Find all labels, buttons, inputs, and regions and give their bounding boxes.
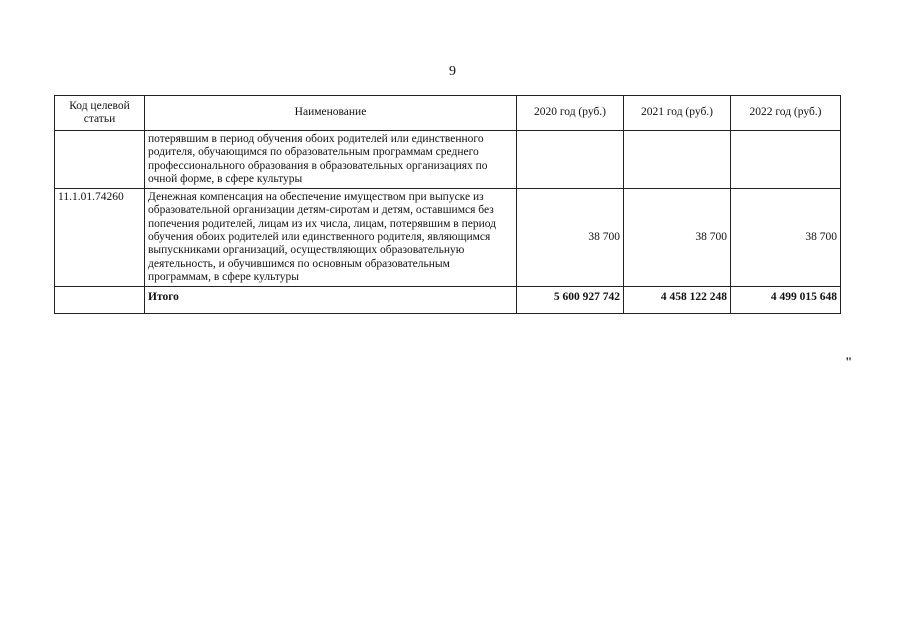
row-value-2021 <box>624 131 731 189</box>
header-2020: 2020 год (руб.) <box>517 96 624 131</box>
row-code <box>55 131 145 189</box>
header-name: Наименование <box>145 96 517 131</box>
row-name: Денежная компенсация на обеспечение имуществом при выпуске из образовательной организации детям-сиротам и детям, оставшимся без попечения родителей, лицам из их числа, лицам, потерявшим в период обучения обоих родителей или единственного родителя, являющимся выпускниками организаций, осуществляющих образовательную деятельность, и обучившимся по основным образовательным программам, в сфере культуры <box>145 189 517 287</box>
page-number: 9 <box>449 64 456 79</box>
row-value-2020 <box>517 131 624 189</box>
total-2020: 5 600 927 742 <box>517 287 624 314</box>
row-value-2022 <box>731 131 841 189</box>
table-row <box>55 189 841 287</box>
header-2021: 2021 год (руб.) <box>624 96 731 131</box>
total-2021: 4 458 122 248 <box>624 287 731 314</box>
total-label: Итого <box>145 287 517 314</box>
row-code: 11.1.01.74260 <box>55 189 145 287</box>
row-value-2020: 38 700 <box>517 189 624 287</box>
row-value-2021: 38 700 <box>624 189 731 287</box>
row-value-2022: 38 700 <box>731 189 841 287</box>
header-2022: 2022 год (руб.) <box>731 96 841 131</box>
budget-table <box>54 95 841 314</box>
total-row <box>55 287 841 314</box>
table-row <box>55 131 841 189</box>
header-code: Код целевой статьи <box>55 96 145 131</box>
closing-quote: " <box>845 354 853 369</box>
total-2022: 4 499 015 648 <box>731 287 841 314</box>
table-header-row <box>55 96 841 131</box>
total-code <box>55 287 145 314</box>
row-name: потерявшим в период обучения обоих родителей или единственного родителя, обучающимся по образовательным программам среднего профессионального образования в образовательных организациях по очной форме, в сфере культуры <box>145 131 517 189</box>
